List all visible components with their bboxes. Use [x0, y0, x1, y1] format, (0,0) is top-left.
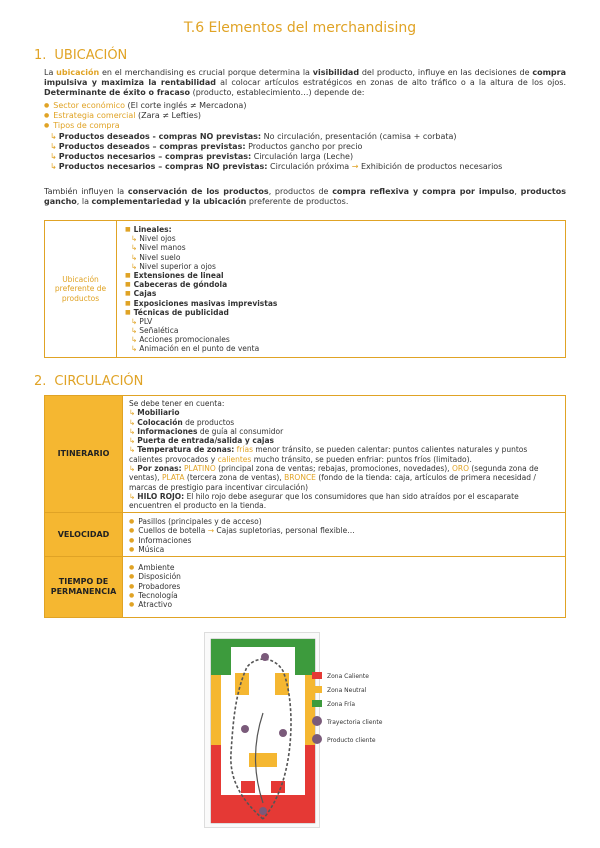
itinerario-content: Se debe tener en cuenta: ↳ Mobiliario ↳ Colocación de productos ↳ Informaciones de guía al consumidor ↳ Puerta de entrada/salida y cajas ↳ Temperatura de zonas: frías menor tránsito, se pueden calentar: puntos calientes naturales y puntos calientes provocados y calientes mucho tránsito, se pueden enfriar: puntos fríos (limitado). ↳ Por zonas: PLATINO (principal zona de ventas; rebajas, promociones, novedades), ORO (segunda zona de ventas), PLATA (tercera zona de ventas), BRONCE (fondo de la tienda: caja, artículos de primera necesidad / marcas de prestigio para incentivar circulación) ↳ HILO ROJO: El hilo rojo debe asegurar que los consumidores que han sido atraídos por el escaparate encuentren el producto en la tienda.: [129, 399, 561, 511]
legend-item: Producto cliente: [312, 734, 376, 744]
legend-item: Trayectoria cliente: [312, 716, 382, 726]
customer-icon: [241, 725, 249, 733]
cold-zone: [211, 639, 231, 675]
list-item: ■ Lineales:: [125, 225, 555, 234]
ubicacion-table-label: Ubicación preferente de productos: [45, 221, 117, 357]
list-item: ↳ PLV: [131, 316, 153, 326]
list-item: ● Tipos de compra: [44, 121, 566, 131]
customer-path-icon: [312, 716, 322, 726]
list-item: ↳ Nivel superior a ojos: [131, 261, 216, 271]
list-item: ↳ HILO ROJO: El hilo rojo debe asegurar que los consumidores que han sido atraídos por el escaparate encuentren el producto en la tienda.: [129, 491, 519, 511]
list-item: ↳ Colocación de productos: [129, 417, 235, 427]
list-item: ↳ Animación en el punto de venta: [131, 344, 260, 354]
list-item: ● Ambiente: [129, 563, 561, 572]
table-row: [45, 557, 565, 617]
list-item: ● Cuellos de botella → Cajas supletorias, personal flexible…: [129, 526, 561, 535]
neutral-swatch: [312, 686, 322, 693]
neutral-zone: [249, 753, 277, 767]
list-item: ↳ Por zonas: PLATINO (principal zona de ventas; rebajas, promociones, novedades), ORO (segunda zona de ventas), PLATA (tercera zona de ventas), BRONCE (fondo de la tienda: caja, artículos de primera necesidad / marcas de prestigio para incentivar circulación): [129, 464, 539, 492]
hot-zone: [305, 745, 315, 795]
sub-arrow-icon: ↳: [131, 261, 138, 271]
sub-arrow-icon: ↳: [131, 234, 138, 244]
list-item: ↳ Productos deseados – compras previstas: Productos gancho por precio: [50, 141, 363, 151]
cold-zone: [295, 639, 315, 675]
list-item: ■ Cajas: [125, 289, 555, 298]
sub-arrow-icon: ↳: [131, 326, 138, 336]
neutral-zone: [211, 675, 221, 745]
customer-product-icon: [312, 734, 322, 744]
list-item: ● Estrategia comercial (Zara ≠ Lefties): [44, 111, 566, 121]
list-item: ↳ Productos necesarios – compras NO previstas: Circulación próxima → Exhibición de productos necesarios: [50, 162, 503, 172]
store-floor-plan-diagram: [204, 632, 320, 828]
list-item: ● Probadores: [129, 582, 561, 591]
list-item: ■ Extensiones de lineal: [125, 271, 555, 280]
list-item: ↳ Productos deseados - compras NO previstas: No circulación, presentación (camisa + corbata): [50, 131, 457, 141]
ubicacion-table: [44, 220, 566, 358]
hot-zone: [241, 781, 255, 793]
legend-item: Zona Caliente: [312, 672, 369, 680]
list-item: ● Música: [129, 545, 561, 554]
sub-arrow-icon: ↳: [131, 252, 138, 262]
sub-arrow-icon: ↳: [131, 243, 138, 253]
list-item: ↳ Nivel suelo: [131, 252, 181, 262]
page-title: T.6 Elementos del merchandising: [183, 20, 417, 36]
floor-plan-svg: [205, 633, 321, 829]
customer-icon: [279, 729, 287, 737]
list-item: ■ Técnicas de publicidad: [125, 308, 555, 317]
list-item: ● Atractivo: [129, 600, 561, 609]
sub-arrow-icon: ↳: [131, 344, 138, 354]
customer-icon: [261, 653, 269, 661]
cold-zone: [231, 639, 295, 647]
list-item: ↳ Temperatura de zonas: frías menor tránsito, se pueden calentar: puntos calientes naturales y puntos calientes provocados y calientes mucho tránsito, se pueden enfriar: puntos fríos (limitado).: [129, 445, 528, 464]
customer-icon: [259, 807, 267, 815]
ubicacion-table-content: [125, 225, 555, 354]
table-row: [45, 513, 565, 557]
hot-zone: [211, 745, 221, 795]
hot-zone: [271, 781, 285, 793]
permanencia-content: [129, 563, 561, 609]
list-item: ↳ Señalética: [131, 326, 179, 336]
velocidad-label: VELOCIDAD: [45, 513, 123, 556]
list-item: ● Informaciones: [129, 536, 561, 545]
list-item: ↳ Nivel manos: [131, 243, 186, 253]
list-item: ↳ Productos necesarios – compras previstas: Circulación larga (Leche): [50, 151, 354, 161]
sub-arrow-icon: ↳: [131, 335, 138, 345]
list-item: ■ Cabeceras de góndola: [125, 280, 555, 289]
hot-swatch: [312, 672, 322, 679]
legend-item: Zona Fría: [312, 700, 355, 708]
table-row: [45, 396, 565, 513]
list-item: ↳ Mobiliario: [129, 408, 180, 418]
velocidad-content: [129, 517, 561, 554]
permanencia-label: TIEMPO DE PERMANENCIA: [45, 557, 123, 617]
list-item: ● Tecnología: [129, 591, 561, 600]
section-heading-circulacion: 2. CIRCULACIÓN: [34, 374, 144, 389]
list-item: ↳ Puerta de entrada/salida y cajas: [129, 436, 274, 446]
legend-item: Zona Neutral: [312, 686, 366, 694]
list-item: ● Disposición: [129, 572, 561, 581]
ubicacion-intro: La ubicación en el merchandising es crucial porque determina la visibilidad del producto, influye en las decisiones de compra impulsiva y maximiza la rentabilidad al colocar artículos estratégicos en zonas de alto tráfico o a la altura de los ojos. Determinante de éxito o fracaso (producto, establecimiento…) depende de:: [44, 68, 567, 97]
neutral-zone: [235, 673, 249, 695]
list-item: ↳ Acciones promocionales: [131, 335, 230, 345]
section-heading-ubicacion: 1. UBICACIÓN: [34, 48, 128, 63]
list-item: ● Sector económico (El corte inglés ≠ Mercadona): [44, 101, 566, 111]
list-item: ↳ Informaciones de guía al consumidor: [129, 426, 284, 436]
ubicacion-para2: También influyen la conservación de los productos, productos de compra reflexiva y compra por impulso, productos gancho, la complementariedad y la ubicación preferente de productos.: [44, 187, 567, 206]
list-item: ■ Exposiciones masivas imprevistas: [125, 299, 555, 308]
itinerario-label: ITINERARIO: [45, 396, 123, 512]
list-item: ↳ Nivel ojos: [131, 234, 176, 244]
ubicacion-factors-list: [44, 101, 566, 172]
sub-arrow-icon: ↳: [131, 316, 138, 326]
cold-swatch: [312, 700, 322, 707]
circulacion-table: [44, 395, 566, 618]
list-item: ● Pasillos (principales y de acceso): [129, 517, 561, 526]
